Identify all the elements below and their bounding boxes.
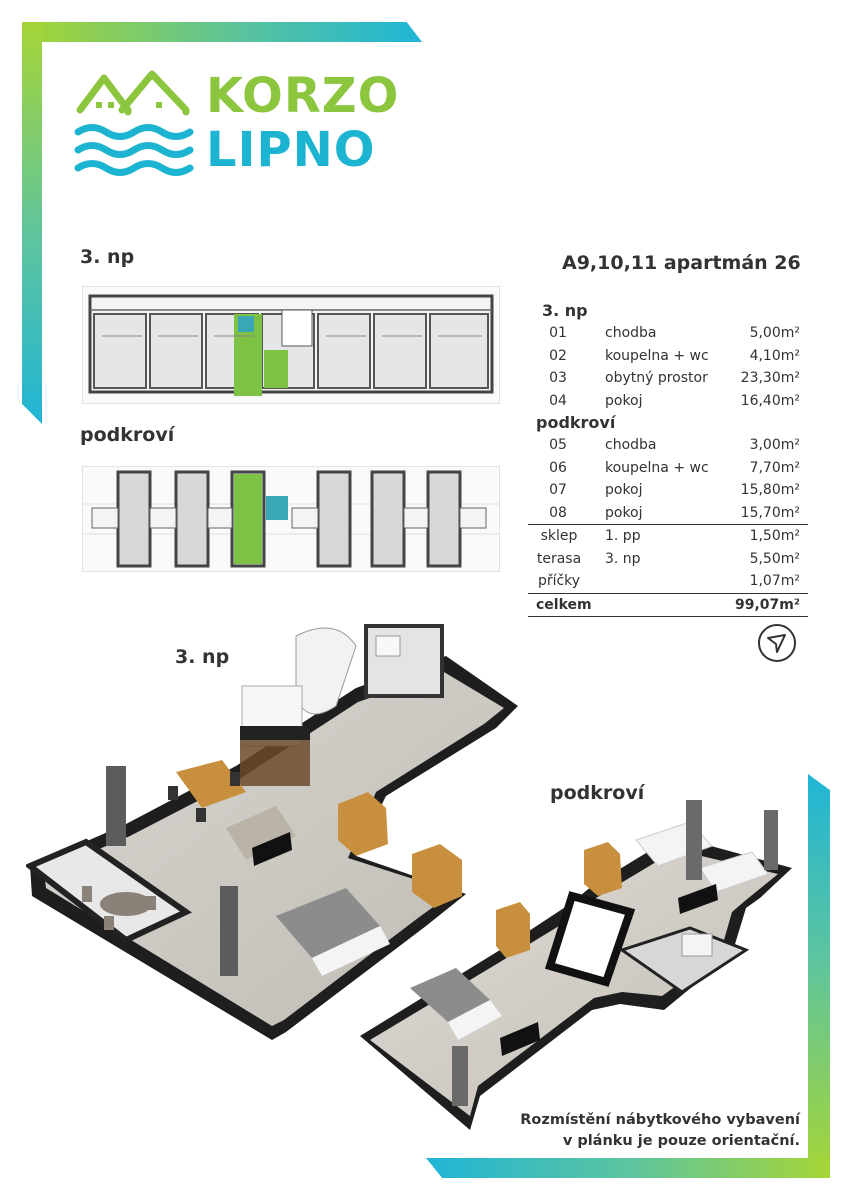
render-podkrovi-heading: podkroví xyxy=(550,782,645,804)
disclaimer-line-1: Rozmístění nábytkového vybavení xyxy=(520,1112,800,1128)
apartment-title: A9,10,11 apartmán 26 xyxy=(562,252,801,274)
room-area: 15,70m² xyxy=(740,504,800,521)
room-area: 1,07m² xyxy=(749,573,800,589)
room-number: sklep xyxy=(540,528,578,544)
room-name: chodba xyxy=(605,325,657,341)
total-row xyxy=(528,594,808,618)
frame-accent-bottom xyxy=(426,1158,830,1178)
room-area: 23,30m² xyxy=(740,370,800,386)
room-name: 3. np xyxy=(605,550,641,567)
section-label-podkrovi: podkroví xyxy=(536,413,616,432)
room-number: 08 xyxy=(549,504,567,521)
room-number: 07 xyxy=(549,482,567,498)
room-name: 1. pp xyxy=(605,528,641,544)
table-row xyxy=(528,548,808,571)
frame-accent-left xyxy=(22,22,42,424)
table-row xyxy=(528,367,808,390)
table-row xyxy=(528,479,808,502)
room-number: 01 xyxy=(549,325,567,341)
room-area: 5,00m² xyxy=(749,325,800,341)
room-area: 3,00m² xyxy=(749,437,800,453)
room-name: pokoj xyxy=(605,504,643,521)
table-row xyxy=(528,457,808,480)
logo-icon xyxy=(74,66,194,178)
table-row xyxy=(528,434,808,457)
floor-plan-3np-heading: 3. np xyxy=(80,246,135,268)
disclaimer-note xyxy=(500,1110,800,1152)
room-name: chodba xyxy=(605,437,657,453)
section-label-3np: 3. np xyxy=(542,301,588,320)
room-number: 05 xyxy=(549,437,567,453)
floor-plan-podkrovi xyxy=(82,466,500,572)
room-name: obytný prostor xyxy=(605,370,708,386)
disclaimer-line-2: v plánku je pouze orientační. xyxy=(562,1133,800,1149)
room-name: koupelna + wc xyxy=(605,459,709,476)
room-area: 4,10m² xyxy=(749,347,800,364)
table-row xyxy=(528,345,808,368)
render-3np-heading: 3. np xyxy=(175,646,230,668)
room-number: příčky xyxy=(537,573,581,589)
room-number: 04 xyxy=(549,392,567,409)
render-podkrovi-image xyxy=(360,800,796,1140)
room-area: 16,40m² xyxy=(740,392,800,409)
room-area: 5,50m² xyxy=(749,550,800,567)
floor-plan-3np xyxy=(82,286,500,404)
room-name: pokoj xyxy=(605,482,643,498)
room-area: 15,80m² xyxy=(740,482,800,498)
table-row xyxy=(528,570,808,594)
floor-plan-podkrovi-heading: podkroví xyxy=(80,424,175,446)
room-area: 7,70m² xyxy=(749,459,800,476)
north-arrow-icon xyxy=(758,624,796,662)
table-row xyxy=(528,502,808,526)
room-number: 02 xyxy=(549,347,567,364)
total-label: celkem xyxy=(536,596,592,613)
room-area: 1,50m² xyxy=(749,528,800,544)
room-number: 03 xyxy=(549,370,567,386)
room-number: terasa xyxy=(536,550,582,567)
table-row xyxy=(528,322,808,345)
room-name: koupelna + wc xyxy=(605,347,709,364)
total-value: 99,07m² xyxy=(734,596,800,613)
frame-accent-top xyxy=(40,22,422,42)
table-row xyxy=(528,525,808,548)
logo-text-korzo: KORZO xyxy=(206,68,400,124)
logo-text-lipno: LIPNO xyxy=(206,122,376,178)
room-number: 06 xyxy=(549,459,567,476)
area-table xyxy=(528,300,808,617)
frame-accent-right xyxy=(808,774,830,1178)
room-name: pokoj xyxy=(605,392,643,409)
table-row xyxy=(528,390,808,413)
